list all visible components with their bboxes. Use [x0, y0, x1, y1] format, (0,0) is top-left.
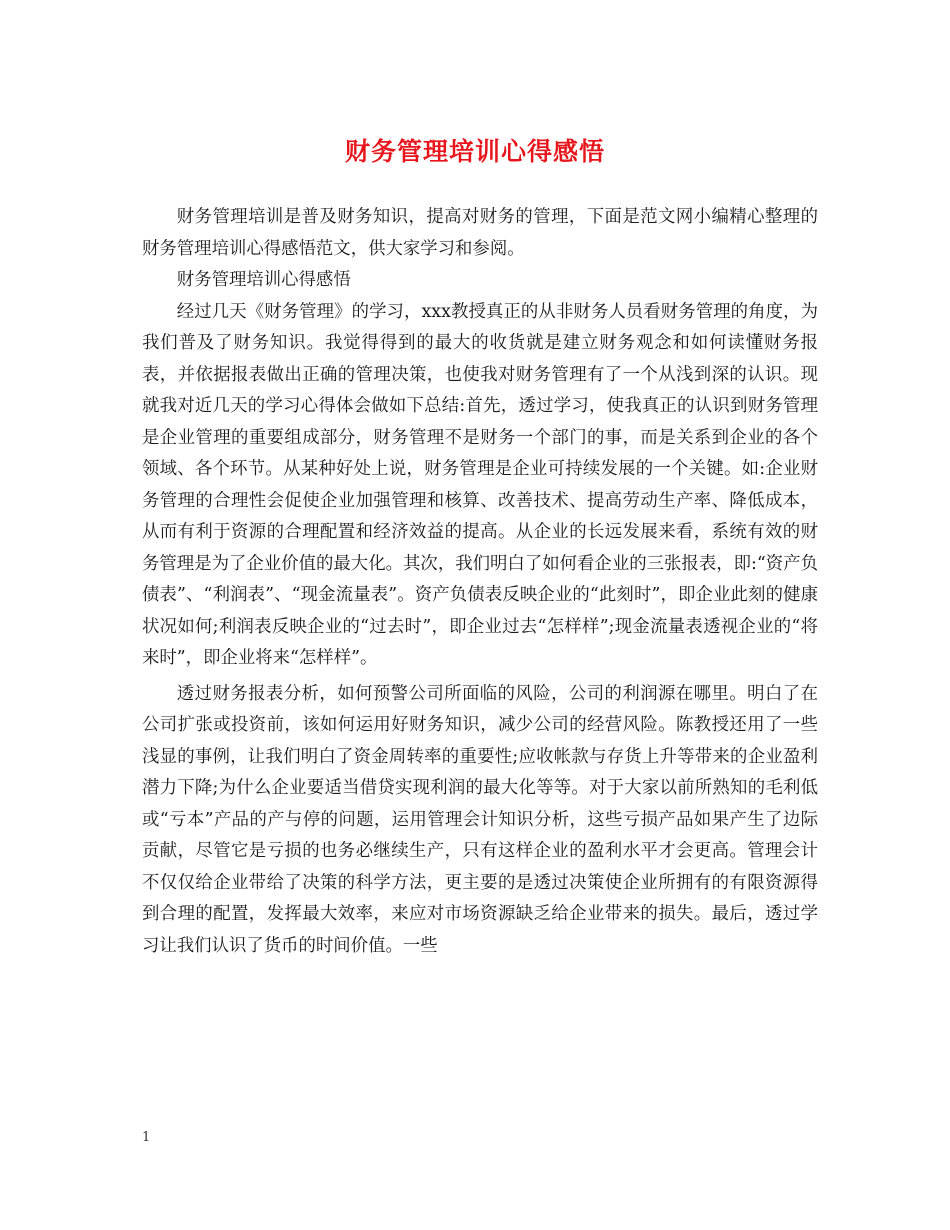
document-body — [142, 202, 818, 962]
section-heading: 财务管理培训心得感悟 — [176, 270, 351, 290]
intro-paragraph: 财务管理培训是普及财务知识，提高对财务的管理，下面是范文网小编精心整理的财务管理培训心得感悟范文，供大家学习和参阅。 — [142, 207, 818, 259]
document-title: 财务管理培训心得感悟 — [344, 137, 605, 166]
body-paragraph: 经过几天《财务管理》的学习，xxx教授真正的从非财务人员看财务管理的角度，为我们普及了财务知识。我觉得得到的最大的收货就是建立财务观念和如何读懂财务报表，并依据报表做出正确的管理决策，也使我对财务管理有了一个从浅到深的认识。现就我对近几天的学习心得体会做如下总结:首先，透过学习，使我真正的认识到财务管理是企业管理的重要组成部分，财务管理不是财务一个部门的事，而是关系到企业的各个领域、各个环节。从某种好处上说，财务管理是企业可持续发展的一个关键。如:企业财务管理的合理性会促使企业加强管理和核算、改善技术、提高劳动生产率、降低成本，从而有利于资源的合理配置和经济效益的提高。从企业的长远发展来看，系统有效的财务管理是为了企业价值的最大化。其次，我们明白了如何看企业的三张报表，即:“资产负债表”、“利润表”、“现金流量表”。资产负债表反映企业的“此刻时”，即企业此刻的健康状况如何;利润表反映企业的“过去时”，即企业过去“怎样样”;现金流量表透视企业的“将来时”，即企业将来“怎样样”。 — [142, 301, 818, 668]
body-paragraph: 透过财务报表分析，如何预警公司所面临的风险，公司的利润源在哪里。明白了在公司扩张或投资前，该如何运用好财务知识，减少公司的经营风险。陈教授还用了一些浅显的事例，让我们明白了资金周转率的重要性;应收帐款与存货上升等带来的企业盈利潜力下降;为什么企业要适当借贷实现利润的最大化等等。对于大家以前所熟知的毛利低或“亏本”产品的产与停的问题，运用管理会计知识分析，这些亏损产品如果产生了边际贡献，尽管它是亏损的也务必继续生产，只有这样企业的盈利水平才会更高。管理会计不仅仅给企业带给了决策的科学方法，更主要的是透过决策使企业所拥有的有限资源得到合理的配置，发挥最大效率，来应对市场资源缺乏给企业带来的损失。最后，透过学习让我们认识了货币的时间价值。一些 — [142, 683, 818, 956]
page-number: 1 — [142, 1130, 151, 1145]
